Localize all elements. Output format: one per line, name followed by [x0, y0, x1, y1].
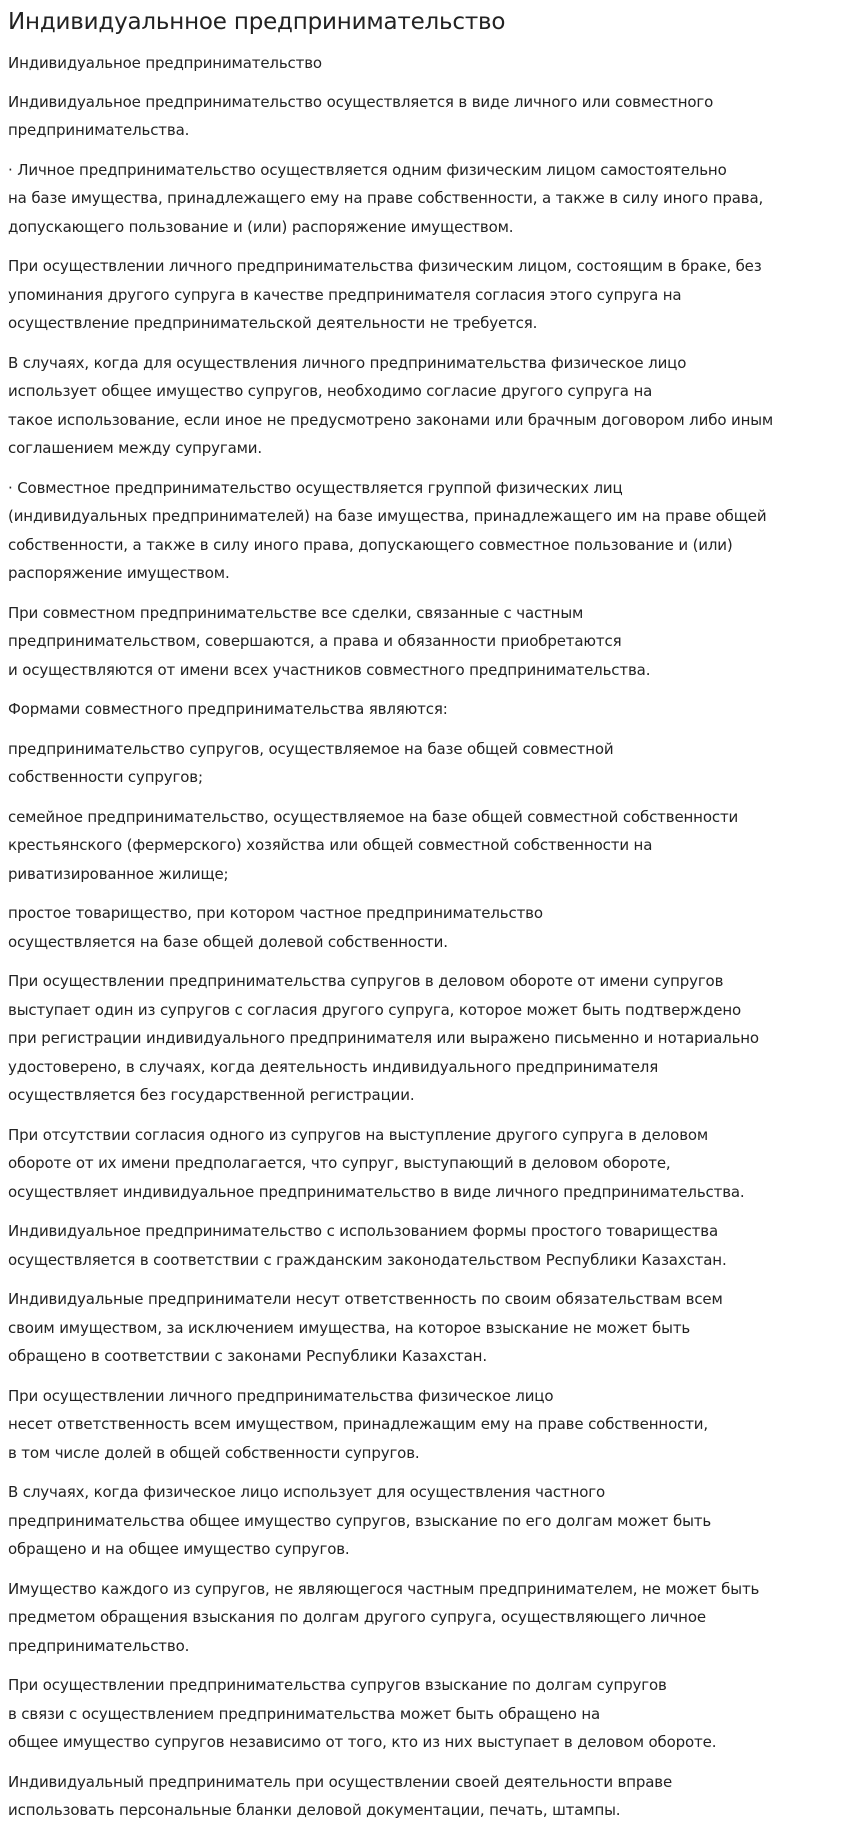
- page-title: Индивидуальнное предпринимательство: [8, 9, 506, 35]
- paragraph-family-business: семейное предпринимательство, осуществляемое на базе общей совместной собственности крестьянского (фермерского) хозяйства или общей совместной собственности на риватизированное жилище;: [8, 807, 739, 883]
- paragraph-partnership-law: Индивидуальное предпринимательство с использованием формы простого товарищества осуществляется в соответствии с гражданским законодательством Республики Казахстан.: [8, 1222, 727, 1269]
- paragraph-forms: Индивидуальное предпринимательство осуществляется в виде личного или совместного предпринимательства.: [8, 92, 714, 139]
- document-page: [0, 7, 847, 1825]
- paragraph-simple-partnership: простое товарищество, при котором частное предпринимательство осуществляется на базе общей долевой собственности.: [8, 904, 543, 951]
- paragraph-personal-liability: При осуществлении личного предпринимательства физическое лицо несет ответственность всем имуществом, принадлежащим ему на праве собственности, в том числе долей в общей собственности супругов.: [8, 1386, 708, 1462]
- paragraph-joint-deals: При совместном предпринимательстве все сделки, связанные с частным предпринимательством, совершаются, а права и обязанности приобретаются и осуществляются от имени всех участников совместного предпринимательства.: [8, 603, 651, 679]
- paragraph-spouses-business: предпринимательство супругов, осуществляемое на базе общей совместной собственности супругов;: [8, 739, 614, 786]
- paragraph-liability: Индивидуальные предприниматели несут ответственность по своим обязательствам всем своим имуществом, за исключением имущества, на которое взыскание не может быть обращено в соответствии с законами Республики Казахстан.: [8, 1290, 723, 1365]
- paragraph-spouses-debts: При осуществлении предпринимательства супругов взыскание по долгам супругов в связи с осуществлением предпринимательства может быть обращено на общее имущество супругов независимо от того, кто из них выступает в деловом обороте.: [8, 1676, 717, 1751]
- paragraph-common-property-debts: В случаях, когда физическое лицо использует для осуществления частного предпринимательства общее имущество супругов, взыскание по его долгам может быть обращено и на общее имущество супругов.: [8, 1483, 712, 1558]
- paragraph-joint-forms-heading: Формами совместного предпринимательства являются:: [8, 700, 448, 718]
- paragraph-personal-bullet: · Личное предпринимательство осуществляется одним физическим лицом самостоятельно на базе имущества, принадлежащего ему на праве собственности, а также в силу иного права, допускающего пользование и (или) распоряжение имуществом.: [8, 160, 764, 236]
- paragraph-business-forms: Индивидуальный предприниматель при осуществлении своей деятельности вправе использовать персональные бланки деловой документации, печать, штампы.: [8, 1772, 673, 1819]
- paragraph-spouse-representation: При осуществлении предпринимательства супругов в деловом обороте от имени супругов выступает один из супругов с согласия другого супруга, которое может быть подтверждено при регистрации индивидуального предпринимателя или выражено письменно и нотариально удостоверено, в случаях, когда деятельность индивидуального предпринимателя осуществляется без государственной регистрации.: [8, 972, 759, 1104]
- paragraph-no-consent: При отсутствии согласия одного из супругов на выступление другого супруга в деловом обороте от их имени предполагается, что супруг, выступающий в деловом обороте, осуществляет индивидуальное предпринимательство в виде личного предпринимательства.: [8, 1125, 745, 1201]
- paragraph-joint-bullet: · Совместное предпринимательство осуществляется группой физических лиц (индивидуальных предпринимателей) на базе имущества, принадлежащего им на праве общей собственности, а также в силу иного права, допускающего совместное пользование и (или) распоряжение имуществом.: [8, 478, 767, 582]
- paragraph-spouse-property: Имущество каждого из супругов, не являющегося частным предпринимателем, не может быть предметом обращения взыскания по долгам другого супруга, осуществляющего личное предпринимательство.: [8, 1579, 760, 1655]
- paragraph-married-consent: При осуществлении личного предпринимательства физическим лицом, состоящим в браке, без упоминания другого супруга в качестве предпринимателя согласия этого супруга на осуществление предпринимательской деятельности не требуется.: [8, 257, 762, 332]
- subtitle-paragraph: Индивидуальное предпринимательство: [8, 54, 322, 72]
- paragraph-common-property: В случаях, когда для осуществления личного предпринимательства физическое лицо использует общее имущество супругов, необходимо согласие другого супруга на такое использование, если иное не предусмотрено законами или брачным договором либо иным соглашением между супругами.: [8, 353, 774, 457]
